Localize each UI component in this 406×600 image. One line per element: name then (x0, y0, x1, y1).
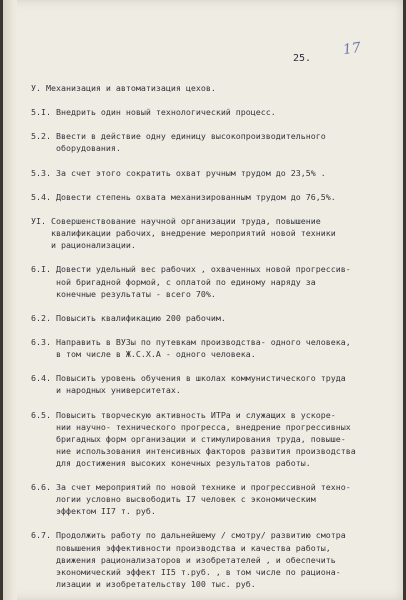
text-line: нии научно- технического прогресса, внедрение прогрессивных (31, 421, 351, 432)
blank-line (31, 203, 356, 215)
blank-line (31, 300, 356, 312)
blank-line (31, 324, 356, 336)
text-line: 6.5. Повысить творческую активность ИТРа и служащих в ускоре- (31, 409, 336, 420)
archive-folio-number: 17 (341, 39, 362, 59)
blank-line (31, 118, 356, 130)
text-line: 5.2. Ввести в действие одну единицу высокопроизводительного (31, 131, 326, 142)
text-line: повышения эффективности производства и качества работы, (31, 542, 331, 553)
text-line: оборудования. (31, 143, 121, 154)
document-body (31, 82, 356, 590)
blank-line (31, 517, 356, 529)
text-line: 6.3. Направить в ВУЗы по путевкам производства- одного человека, (31, 336, 351, 347)
text-line: лизации и изобретательству 100 тыс. руб. (31, 578, 256, 589)
text-line: 6.I. Довести удельный вес рабочих , охваченных новой прогрессив- (31, 264, 351, 275)
text-line: 6.2. Повысить квалификацию 200 рабочим. (31, 312, 226, 323)
document-page (3, 0, 403, 600)
blank-line (31, 360, 356, 372)
text-line: экономический эффект II5 т.руб. , в том числе по рациона- (31, 566, 341, 577)
blank-line (31, 179, 356, 191)
text-line: в том числе в Ж.С.Х.А - одного человека. (31, 349, 256, 360)
text-line: ние использования интенсивных факторов развития производства (31, 445, 356, 456)
text-line: конечные результаты - всего 70%. (31, 288, 216, 299)
blank-line (31, 396, 356, 408)
page-number: 25. (293, 53, 312, 64)
text-line: 6.7. Продолжить работу по дальнейшему / смотру/ развитию смотра (31, 530, 346, 541)
blank-line (31, 251, 356, 263)
text-line: 6.4. Повысить уровень обучения в школах коммунистического труда (31, 373, 346, 384)
binding-edge (3, 0, 17, 600)
text-line: 6.6. За счет мероприятий по новой технике и прогрессивной техно- (31, 482, 351, 493)
blank-line (31, 94, 356, 106)
text-line: и рационализации. (31, 240, 136, 251)
text-line: квалификации рабочих, внедрение мероприятий новой техники (31, 228, 336, 239)
blank-line (31, 155, 356, 167)
blank-line (31, 469, 356, 481)
text-line: УI. Совершенствование научной организации труда, повышение (31, 216, 321, 227)
text-line: для достижения высоких конечных результатов работы. (31, 457, 311, 468)
text-line: движения рационализаторов и изобретателей , и обеспечить (31, 554, 336, 565)
text-line: 5.I. Внедрить один новый технологический процесс. (31, 107, 276, 118)
text-line: У. Механизация и автоматизация цехов. (31, 83, 216, 93)
text-line: ной бригадной формой, с оплатой по единому наряду за (31, 276, 316, 287)
text-line: бригадных форм организации и стимулирования труда, повыше- (31, 433, 346, 444)
text-line: 5.3. За счет этого сократить охват ручным трудом до 23,5% . (31, 167, 326, 178)
text-line: и народных университетах. (31, 385, 181, 396)
text-line: 5.4. Довести степень охвата механизированным трудом до 76,5%. (31, 191, 336, 202)
text-line: логии условно высвободить I7 человек с экономическим (31, 494, 316, 505)
text-line: эффектом II7 т. руб. (31, 506, 156, 517)
